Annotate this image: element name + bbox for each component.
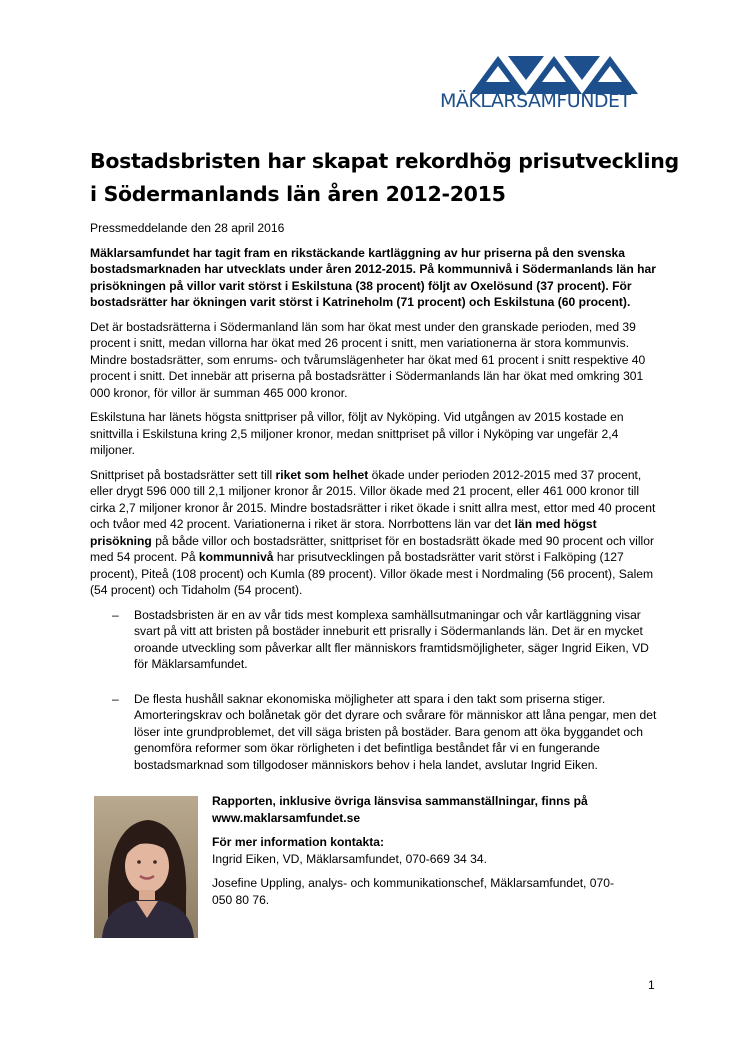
body-paragraph: Eskilstuna har länets högsta snittpriser på villor, följt av Nyköping. Vid utgången av 2015 kostade en snittvilla i Eskilstuna kring 2,5 miljoner kronor, medan snittpriset på villor i Nyköping var ungefär 2,4 miljoner. — [90, 410, 624, 457]
text-segment: på både villor och bostadsrätter, snittpriset för en bostadsrätt ökade med 90 procent och villor med 54 procent. På — [90, 533, 654, 564]
quote-item — [90, 691, 660, 774]
dash-bullet: – — [112, 691, 119, 706]
report-info: Rapporten, inklusive övriga länsvisa sammanställningar, finns på www.maklarsamfundet.se — [212, 794, 588, 825]
quote-text: De flesta hushåll saknar ekonomiska möjligheter att spara i den takt som priserna stiger. Amorteringskrav och bolånetak gör det dyrare och svårare för människor att låna pengar, men det löser inte grundproblemet, det vill säga bristen på bostäder. Bara genom att öka byggandet och genomföra reformer som ökar rörligheten i det befintliga beståndet får vi en fungerande bostadsmarknad som tillgodoser människors behov i hela landet, avslutar Ingrid Eiken. — [134, 691, 657, 772]
quote-list — [90, 607, 660, 774]
emphasis-text: riket som helhet — [275, 467, 369, 482]
page-title: Bostadsbristen har skapat rekordhög prisutveckling i Södermanlands län åren 2012-2015 — [90, 149, 679, 206]
contact-heading: För mer information kontakta: — [212, 835, 385, 849]
contact-info — [212, 834, 632, 867]
quote-item — [90, 607, 660, 673]
emphasis-text: kommunnivå — [198, 550, 274, 564]
portrait-photo — [94, 796, 198, 938]
contact-block — [212, 793, 632, 916]
logo-mark-icon — [470, 52, 638, 94]
release-date: Pressmeddelande den 28 april 2016 — [90, 221, 285, 235]
logo-wordmark: MÄKLARSAMFUNDET — [440, 90, 631, 112]
portrait-image — [94, 796, 198, 938]
dash-bullet: – — [112, 607, 119, 622]
contact-person: Josefine Uppling, analys- och kommunikationschef, Mäklarsamfundet, 070-050 80 76. — [212, 876, 614, 907]
page-number: 1 — [648, 978, 655, 992]
body-paragraph: Det är bostadsrätterna i Södermanland län som har ökat mest under den granskade perioden, med 39 procent i snitt, medan villorna har ökat med 26 procent i snitt, men variationerna är stora kommunvis. Mindre bostadsrätter, som enrums- och tvårumslägenheter har ökat med 61 procent i snitt respektive 40 procent i snitt. Det innebär att priserna på bostadsrätter i Södermanlands län har ökat med omkring 301 000 kronor, för villor är summan 465 000 kronor. — [90, 319, 646, 400]
emphasis-text: län med högst prisökning — [90, 517, 597, 548]
maklarsamfundet-logo — [440, 52, 662, 116]
text-segment: har prisutvecklingen på bostadsrätter varit störst i Falköping (127 procent), Piteå (108 procent) och Kumla (89 procent). Villor ökade mest i Nordmaling (56 procent), Salem (54 procent) och Tidaholm (54 procent). — [90, 550, 654, 597]
contact-person: Ingrid Eiken, VD, Mäklarsamfundet, 070-669 34 34. — [212, 851, 487, 866]
text-segment: ökade under perioden 2012-2015 med 37 procent, eller drygt 596 000 till 2,1 miljoner kronor år 2015. Villor ökade med 21 procent, eller 461 000 kronor till cirka 2,7 miljoner kronor år 2015. Mindre bostadsrätter i riket ökade i snitt allra mest, ettor med 40 procent och tvåor med 42 procent. Variationerna i riket är stora. Norrbottens län var det — [90, 467, 656, 531]
lead-paragraph: Mäklarsamfundet har tagit fram en rikstäckande kartläggning av hur priserna på den svenska bostadsmarknaden har utvecklats under åren 2012-2015. På kommunnivå i Södermanlands län har prisökningen på villor varit störst i Eskilstuna (38 procent) följt av Oxelösund (37 procent). För bostadsrätter har ökningen varit störst i Katrineholm (71 procent) och Eskilstuna (60 procent). — [90, 245, 656, 309]
text-segment: Snittpriset på bostadsrätter sett till — [90, 467, 276, 482]
national-paragraph — [90, 467, 660, 599]
quote-text: Bostadsbristen är en av vår tids mest komplexa samhällsutmaningar och vår kartläggning visar svart på vitt att bristen på bostäder inneburit ett prisrally i Södermanlands län. Det är en mycket oroande utveckling som påverkar allt fler människors framtidsmöjligheter, säger Ingrid Eiken, VD för Mäklarsamfundet. — [134, 607, 649, 671]
press-release-body — [90, 220, 660, 791]
